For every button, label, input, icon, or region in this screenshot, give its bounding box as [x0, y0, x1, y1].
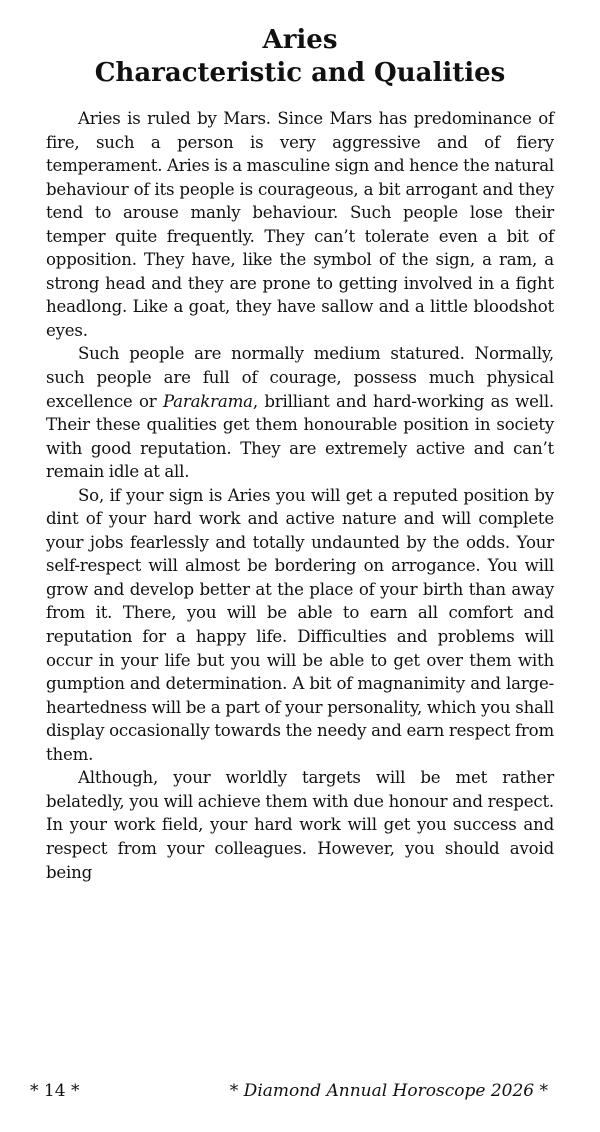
title-line-subtitle: Characteristic and Qualities	[94, 58, 506, 88]
paragraph-text: Although, your worldly targets will be met rather belatedly, you will achieve them with due honour and respect. In your work field, your hard work will get you success and respect from your colleagues. However, you should avoid being	[46, 768, 554, 882]
sanskrit-term: Parakrama	[162, 391, 253, 411]
paragraph-text: , brilliant and hard-working as well. Their these qualities get them honourable position in society with good reputation. They are extremely active and can’t remain idle at all.	[46, 391, 555, 482]
page-title	[46, 24, 554, 90]
paragraph	[46, 107, 554, 342]
paragraph	[46, 766, 554, 884]
page-number: * 14 *	[30, 1081, 80, 1101]
title-line-sign: Aries	[262, 25, 338, 55]
page-footer	[30, 1080, 548, 1102]
book-title: * Diamond Annual Horoscope 2026 *	[229, 1081, 548, 1101]
body-text	[46, 107, 554, 884]
paragraph-text: Such people are normally medium statured. Normally, such people are full of courage, possess much physical excellence or	[46, 344, 554, 411]
paragraph-text: Aries is ruled by Mars. Since Mars has predominance of fire, such a person is very aggressive and of fiery temperament. Aries is a masculine sign and hence the natural behaviour of its people is courageous, a bit arrogant and they tend to arouse manly behaviour. Such people lose their temper quite frequently. They can’t tolerate even a bit of opposition. They have, like the symbol of the sign, a ram, a strong head and they are prone to getting involved in a fight headlong. Like a goat, they have sallow and a little bloodshot eyes.	[46, 109, 554, 340]
page	[46, 24, 554, 884]
paragraph	[46, 342, 554, 483]
paragraph	[46, 484, 554, 767]
paragraph-text: So, if your sign is Aries you will get a reputed position by dint of your hard work and active nature and will complete your jobs fearlessly and totally undaunted by the odds. Your self-respect will almost be bordering on arrogance. You will grow and develop better at the place of your birth than away from it. There, you will be able to earn all comfort and reputation for a happy life. Difficulties and problems will occur in your life but you will be able to get over them with gumption and determination. A bit of magnanimity and large-heartedness will be a part of your personality, which you shall display occasionally towards the needy and earn respect from them.	[46, 485, 554, 764]
